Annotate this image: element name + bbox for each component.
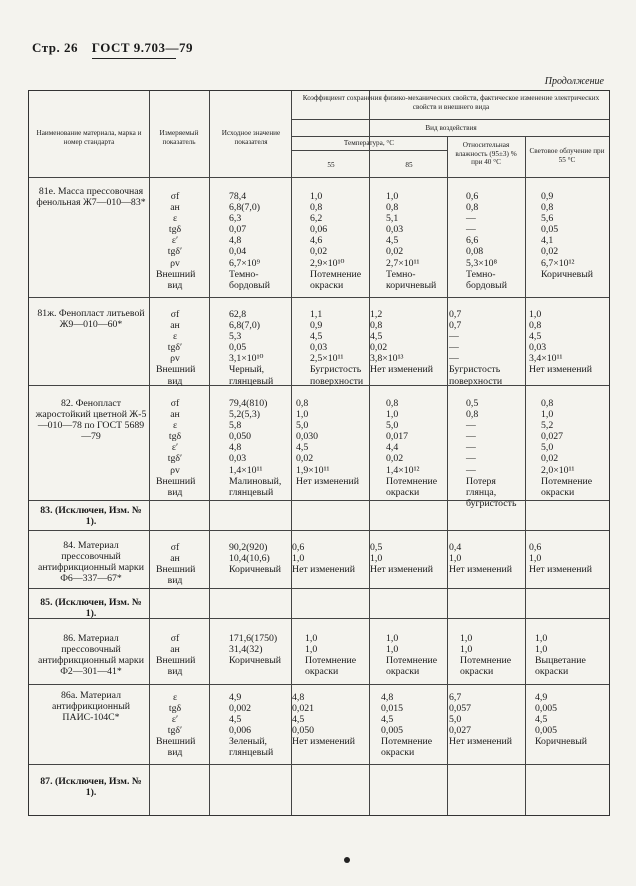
values-55: 0,8 1,0 5,0 0,030 4,5 0,02 1,9×10¹¹ Нет изменений	[296, 398, 359, 487]
values-humidity: 1,0 1,0 Потемнение окраски	[460, 633, 512, 678]
values-humidity: 0,7 0,7 — — — Бугристость поверхности	[449, 309, 503, 387]
header-underline	[92, 58, 176, 59]
indicator-list: ε tgδ ε′ tgδ′ Внешний вид	[156, 692, 196, 759]
row-divider	[29, 500, 609, 501]
values-85: 0,8 1,0 5,0 0,017 4,4 0,02 1,4×10¹² Потемнение окраски	[386, 398, 438, 498]
material-name: 85. (Исключен, Изм. № 1).	[40, 597, 142, 620]
initial-values: 62,8 6,8(7,0) 5,3 0,05 3,1×10¹⁰ Черный, глянцевый	[229, 309, 274, 387]
values-85: 1,0 0,8 5,1 0,03 4,5 0,02 2,7×10¹¹ Темно- коричневый	[386, 191, 437, 291]
header-indicator: Измеряемый показатель	[159, 129, 199, 146]
values-85: 1,2 0,8 4,5 0,02 3,8×10¹³ Нет изменений	[370, 309, 433, 376]
col-divider	[447, 136, 448, 815]
page-header	[32, 40, 193, 56]
values-55: 4,8 0,021 4,5 0,050 Нет изменений	[292, 692, 355, 748]
header-impact: Вид воздействия	[425, 124, 477, 132]
header-coefficient: Коэффициент сохранения физико-механических свойств, фактическое изменение электрических свойств и внешнего вида	[302, 94, 600, 111]
material-name: 87. (Исключен, Изм. № 1).	[40, 776, 142, 799]
indicator-list: σf aн ε tgδ′ ρv Внешний вид	[156, 309, 196, 387]
material-name: 81ж. Фенопласт литьевой Ж9—010—60*	[37, 308, 145, 331]
initial-values: 79,4(810) 5,2(5,3) 5,8 0,050 4,8 0,03 1,4×10¹¹ Малиновый, глянцевый	[229, 398, 282, 498]
initial-values: 78,4 6,8(7,0) 6,3 0,07 4,8 0,04 6,7×10⁹ Темно- бордовый	[229, 191, 270, 291]
header-t85: 85	[405, 161, 413, 169]
page-number: Стр. 26	[32, 40, 78, 55]
values-light: 4,9 0,005 4,5 0,005 Коричневый	[535, 692, 588, 748]
header-temperature: Температура, °С	[343, 139, 395, 147]
values-55: 0,6 1,0 Нет изменений	[292, 542, 355, 576]
row-divider	[29, 764, 609, 765]
values-55: 1,1 0,9 4,5 0,03 2,5×10¹¹ Бугристость поверхности	[310, 309, 364, 387]
col-divider	[149, 91, 150, 815]
values-55: 1,0 0,8 6,2 0,06 4,6 0,02 2,9×10¹⁰ Потемнение окраски	[310, 191, 362, 291]
indicator-list: σf aн ε tgδ ε′ tgδ′ ρv Внешний вид	[156, 191, 196, 291]
values-humidity: 0,5 0,8 — — — — — Потеря глянца, бугристость	[466, 398, 517, 509]
col-divider	[525, 136, 526, 815]
row-divider	[29, 530, 609, 531]
initial-values: 4,9 0,002 4,5 0,006 Зеленый, глянцевый	[229, 692, 274, 759]
material-name: 82. Фенопласт жаростойкий цветной Ж-5—010—78 по ГОСТ 5689—79	[35, 398, 147, 443]
material-name: 83. (Исключен, Изм. № 1).	[40, 505, 142, 528]
header-bottom-line	[29, 177, 609, 178]
row-divider	[29, 297, 609, 298]
row-divider	[291, 136, 609, 137]
initial-values: 171,6(1750) 31,4(32) Коричневый	[229, 633, 282, 667]
material-name: 86а. Материал антифрикционный ПАИС-104С*	[51, 690, 131, 724]
header-initial: Исходное значение показателя	[221, 129, 281, 146]
indicator-list: σf aн Внешний вид	[156, 633, 196, 678]
values-humidity: 0,6 0,8 — — 6,6 0,08 5,3×10⁸ Темно- бордовый	[466, 191, 507, 291]
row-divider	[29, 684, 609, 685]
values-55: 1,0 1,0 Потемнение окраски	[305, 633, 357, 678]
values-humidity: 0,4 1,0 Нет изменений	[449, 542, 512, 576]
col-divider	[209, 91, 210, 815]
values-85: 0,5 1,0 Нет изменений	[370, 542, 433, 576]
row-divider	[29, 588, 609, 589]
header-material: Наименование материала, марка и номер стандарта	[36, 129, 142, 146]
page-mark	[344, 857, 350, 863]
values-light: 0,8 1,0 5,2 0,027 5,0 0,02 2,0×10¹¹ Потемнение окраски	[541, 398, 593, 498]
standard-code: ГОСТ 9.703—79	[91, 40, 194, 55]
continued-label: Продолжение	[544, 76, 604, 87]
row-divider	[291, 150, 447, 151]
values-85: 1,0 1,0 Потемнение окраски	[386, 633, 438, 678]
material-name: 86. Материал прессовочный антифрикционный марки Ф2—301—41*	[38, 633, 144, 678]
col-divider	[369, 91, 370, 815]
indicator-list: σf aн Внешний вид	[156, 542, 196, 587]
values-humidity: 6,7 0,057 5,0 0,027 Нет изменений	[449, 692, 512, 748]
values-light: 1,0 0,8 4,5 0,03 3,4×10¹¹ Нет изменений	[529, 309, 592, 376]
values-light: 0,6 1,0 Нет изменений	[529, 542, 592, 576]
header-humidity: Относительная влажность (95±3) % при 40 °С	[455, 141, 517, 166]
header-light: Световое облучение при 55 °С	[529, 147, 605, 164]
header-t55: 55	[327, 161, 335, 169]
material-name: 81е. Масса прессовочная фенольная Ж7—010—83*	[36, 186, 146, 209]
material-name: 84. Материал прессовочный антифрикционный марки Ф6—337—67*	[38, 540, 144, 585]
values-light: 0,9 0,8 5,6 0,05 4,1 0,02 6,7×10¹² Коричневый	[541, 191, 594, 280]
row-divider	[291, 119, 609, 120]
values-85: 4,8 0,015 4,5 0,005 Потемнение окраски	[381, 692, 433, 759]
indicator-list: σf aн ε tgδ ε′ tgδ′ ρv Внешний вид	[156, 398, 196, 498]
values-light: 1,0 1,0 Выцветание окраски	[535, 633, 586, 678]
initial-values: 90,2(920) 10,4(10,6) Коричневый	[229, 542, 282, 576]
